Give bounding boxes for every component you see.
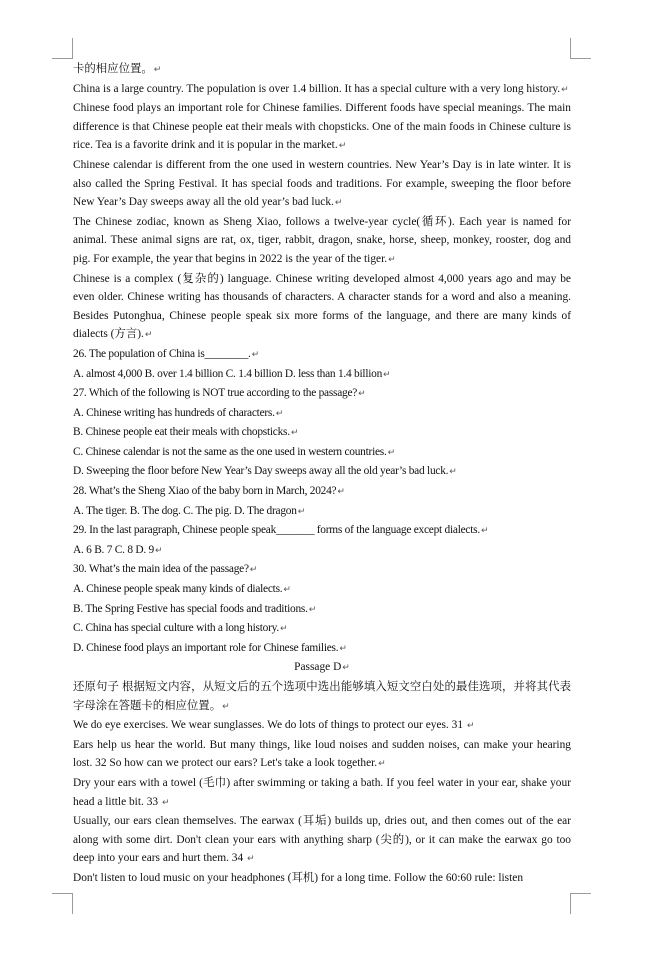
passage-d-paragraph: Don't listen to loud music on your headphones (耳机) for a long time. Follow the 60:60 rule: listen (73, 871, 524, 884)
question-27-option-c: C. Chinese calendar is not the same as the one used in western countries.↵ (73, 445, 395, 458)
question-30-option-a: A. Chinese people speak many kinds of dialects.↵ (73, 583, 291, 596)
question-30-option-c: C. China has special culture with a long history.↵ (73, 622, 288, 635)
question-30: 30. What’s the main idea of the passage?↵ (73, 563, 258, 576)
question-29-options: A. 6 B. 7 C. 8 D. 9↵ (73, 543, 163, 556)
question-26-options: A. almost 4,000 B. over 1.4 billion C. 1.4 billion D. less than 1.4 billion↵ (73, 367, 391, 380)
passage-d-title: Passage D↵ (294, 661, 350, 674)
question-27: 27. Which of the following is NOT true according to the passage?↵ (73, 387, 366, 400)
document-page (73, 60, 571, 888)
section-instruction: 还原句子 根据短文内容，从短文后的五个选项中选出能够填入短文空白处的最佳选项，并将其代表字母涂在答题卡的相应位置。↵ (73, 681, 571, 712)
crop-mark-bottom-left (52, 893, 73, 914)
question-30-option-b: B. The Spring Festive has special foods and traditions.↵ (73, 602, 316, 615)
passage-paragraph: China is a large country. The population is over 1.4 billion. It has a special culture with a very long history.↵ (73, 82, 569, 95)
question-30-option-d: D. Chinese food plays an important role for Chinese families.↵ (73, 641, 347, 654)
passage-d-paragraph: Usually, our ears clean themselves. The earwax (耳垢) builds up, dries out, and then comes out of the ear along with some dirt. Don't clean your ears with anything sharp (尖的), or it can make the earwax go too deep into your ears and hurt them. 34 ↵ (73, 815, 571, 865)
question-27-option-d: D. Sweeping the floor before New Year’s Day sweeps away all the old year’s bad luck.↵ (73, 465, 457, 478)
passage-d-paragraph: Ears help us hear the world. But many things, like loud noises and sudden noises, can make your hearing lost. 32 So how can we protect our ears? Let's take a look together.↵ (73, 738, 571, 770)
question-26: 26. The population of China is________.↵ (73, 347, 259, 360)
intro-tail: 卡的相应位置。↵ (73, 63, 162, 75)
passage-paragraph: The Chinese zodiac, known as Sheng Xiao, follows a twelve-year cycle(循环). Each year is named for animal. These animal signs are rat, ox, tiger, rabbit, dragon, snake, horse, sheep, monkey, rooster, dog and pig. For example, the year that begins in 2022 is the year of the tiger.↵ (73, 215, 571, 265)
passage-d-paragraph: Dry your ears with a towel (毛巾) after swimming or taking a bath. If you feel water in your ear, shake your head a little bit. 33 ↵ (73, 776, 571, 808)
passage-paragraph: Chinese is a complex (复杂的) language. Chinese writing developed almost 4,000 years ago and may be even older. Chinese writing has thousands of characters. A character stands for a word and also a meaning. Besides Putonghua, Chinese people speak six more forms of the language, and there are many kinds of dialects (方言).↵ (73, 272, 571, 341)
crop-mark-bottom-right (570, 893, 591, 914)
passage-d-paragraph: We do eye exercises. We wear sunglasses. We do lots of things to protect our eyes. 31 ↵ (73, 719, 475, 732)
question-27-option-b: B. Chinese people eat their meals with chopsticks.↵ (73, 426, 299, 439)
question-29: 29. In the last paragraph, Chinese people speak_______ forms of the language except dialects.↵ (73, 524, 489, 537)
crop-mark-top-right (570, 38, 591, 59)
crop-mark-top-left (52, 38, 73, 59)
question-28-options: A. The tiger. B. The dog. C. The pig. D. The dragon↵ (73, 504, 305, 517)
passage-paragraph: Chinese food plays an important role for Chinese families. Different foods have special meanings. The main difference is that Chinese people eat their meals with chopsticks. One of the main foods in Chinese culture is rice. Tea is a favorite drink and it is popular in the market.↵ (73, 102, 571, 152)
passage-paragraph: Chinese calendar is different from the one used in western countries. New Year’s Day is in late winter. It is also called the Spring Festival. It has special foods and traditions. For example, sweeping the floor before New Year’s Day sweeps away all the old year’s bad luck.↵ (73, 158, 571, 209)
question-28: 28. What’s the Sheng Xiao of the baby born in March, 2024?↵ (73, 485, 345, 498)
question-27-option-a: A. Chinese writing has hundreds of characters.↵ (73, 406, 283, 419)
